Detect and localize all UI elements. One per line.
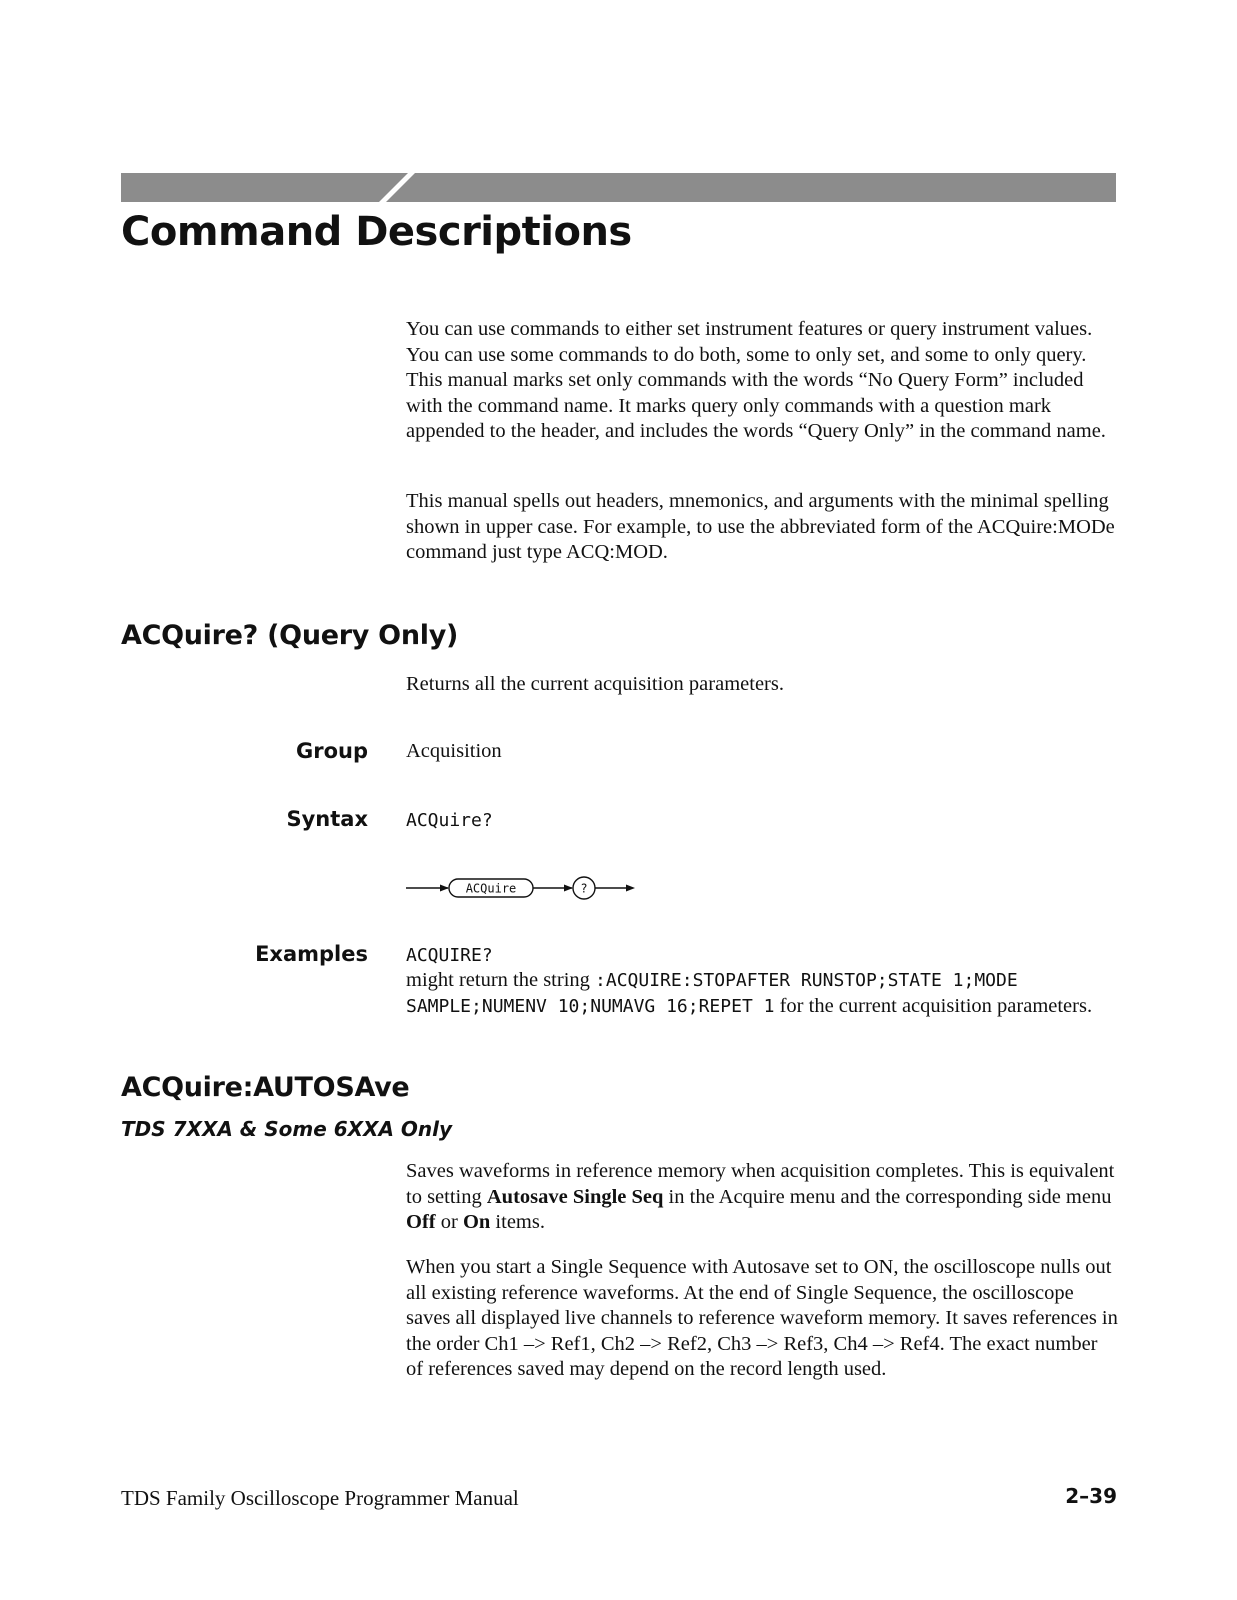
autosave-paragraph-2: When you start a Single Sequence with Autosave set to ON, the oscilloscope nulls out all existing reference waveforms. At the end of Single Sequence, the oscilloscope saves all displayed live channels to reference waveform memory. It saves references in the order Ch1 –> Ref1, Ch2 –> Ref2, Ch3 –> Ref3, Ch4 –> Ref4. The exact number of references saved may depend on the record length used. xyxy=(406,1256,1118,1381)
autosave-p1-text-e: or xyxy=(435,1211,463,1234)
example-description xyxy=(406,968,1126,1019)
autosave-p1-text-c: in the Acquire menu and the corresponding side menu xyxy=(663,1185,1112,1208)
example-text-1: might return the string xyxy=(406,969,596,991)
syntax-node-acquire-label: ACQuire xyxy=(465,881,517,896)
page-title: Command Descriptions xyxy=(121,209,632,255)
acquire-query-description: Returns all the current acquisition parameters. xyxy=(406,673,784,695)
example-command: ACQUIRE? xyxy=(406,945,493,966)
group-value: Acquisition xyxy=(406,740,502,762)
page-number: 2–39 xyxy=(1065,1484,1117,1508)
autosave-p1-text-a: Saves waveforms in reference memory when acquisition completes. This is equivalent to setting xyxy=(406,1160,1115,1208)
examples-label: Examples xyxy=(255,942,368,966)
syntax-label: Syntax xyxy=(286,807,368,831)
autosave-off-item: Off xyxy=(406,1211,436,1234)
autosave-paragraph-1 xyxy=(406,1159,1118,1236)
section-header-bar xyxy=(121,173,1116,202)
example-text-2: for the current acquisition parameters. xyxy=(774,994,1093,1017)
autosave-menu-item-name: Autosave Single Seq xyxy=(486,1185,664,1208)
autosave-p1-text-g: items. xyxy=(490,1211,545,1234)
acquire-autosave-heading: ACQuire:AUTOSAve xyxy=(121,1072,410,1103)
acquire-autosave-subheading: TDS 7XXA & Some 6XXA Only xyxy=(121,1117,453,1141)
group-label: Group xyxy=(295,739,368,763)
syntax-diagram xyxy=(404,872,644,904)
syntax-node-question-label: ? xyxy=(580,881,588,896)
autosave-on-item: On xyxy=(462,1211,491,1234)
example-code-1: :ACQUIRE:STOPAFTER RUNSTOP;STATE 1;MODE xyxy=(595,970,1018,991)
acquire-query-heading: ACQuire? (Query Only) xyxy=(121,620,459,651)
footer-manual-title: TDS Family Oscilloscope Programmer Manual xyxy=(121,1486,519,1510)
example-code-2: SAMPLE;NUMENV 10;NUMAVG 16;REPET 1 xyxy=(406,995,775,1017)
intro-paragraph-1: You can use commands to either set instrument features or query instrument values. You can use some commands to do both, some to only set, and some to only query. This manual marks set only commands with the words “No Query Form” included with the command name. It marks query only commands with a question mark appended to the header, and includes the words “Query Only” in the command name. xyxy=(406,318,1106,443)
syntax-value: ACQuire? xyxy=(406,810,493,831)
intro-paragraph-2: This manual spells out headers, mnemonics, and arguments with the minimal spelling shown in upper case. For example, to use the abbreviated form of the ACQuire:MODe command just type ACQ:MOD. xyxy=(406,490,1115,564)
